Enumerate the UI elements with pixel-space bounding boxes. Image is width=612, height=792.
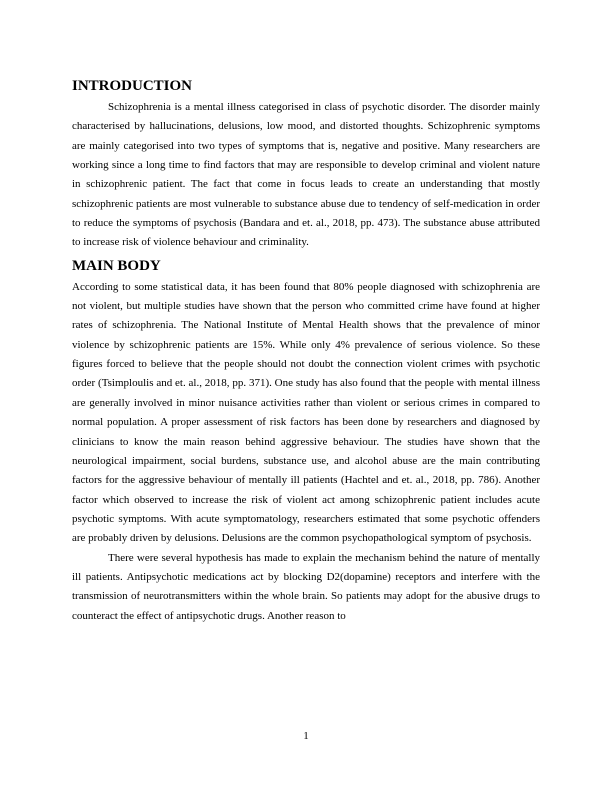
introduction-paragraph: Schizophrenia is a mental illness categorised in class of psychotic disorder. The disorder mainly characterised by hallucinations, delusions, low mood, and distorted thoughts. Schizophrenic symptoms are mainly categorised into two types of symptoms that is, negative and positive. Many researchers are working since a long time to find factors that may are responsible to develop criminal and violent nature in schizophrenic patient. The fact that come in focus leads to create an understanding that mostly schizophrenic patients are most vulnerable to substance abuse due to tendency of self-medication in order to reduce the symptoms of psychosis (Bandara and et. al., 2018, pp. 473). The substance abuse attributed to increase risk of violence behaviour and criminality. <box>72 101 540 249</box>
main-body-heading: MAIN BODY <box>72 257 161 274</box>
page-content <box>72 76 540 626</box>
introduction-heading: INTRODUCTION <box>72 78 193 94</box>
main-body-paragraph-2: There were several hypothesis has made to explain the mechanism behind the nature of mentally ill patients. Antipsychotic medications act by blocking D2(dopamine) receptors and interfere with the transmission of neurotransmitters within the whole brain. So patients may adopt for the abusive drugs to counteract the effect of antipsychotic drugs. Another reason to <box>72 551 540 622</box>
main-body-paragraph-1: According to some statistical data, it has been found that 80% people diagnosed with schizophrenia are not violent, but multiple studies have shown that the person who committed crime have found at higher rates of schizophrenia. The National Institute of Mental Health shows that the prevalence of minor violence by schizophrenic patients are 15%. While only 4% prevalence of serious violence. So these figures forced to believe that the people should not doubt the connection violent crimes with psychotic order (Tsimploulis and et. al., 2018, pp. 371). One study has also found that the people with mental illness are generally involved in minor nuisance activities rather than violent or serious crimes in compared to normal population. A proper assessment of risk factors has been done by researchers and diagnosed by clinicians to know the main reason behind aggressive behaviour. The studies have shown that the neurological impairment, social burdens, substance use, and alcohol abuse are the main contributing factors for the aggressive behaviour of mentally ill patients (Hachtel and et. al., 2018, pp. 786). Another factor which observed to increase the risk of violent act among schizophrenic patient includes acute psychotic symptoms. With acute symptomatology, researchers estimated that some psychotic offenders are probably driven by delusions. Delusions are the common psychopathological symptom of psychosis. <box>72 280 540 545</box>
page-number: 1 <box>303 730 309 742</box>
